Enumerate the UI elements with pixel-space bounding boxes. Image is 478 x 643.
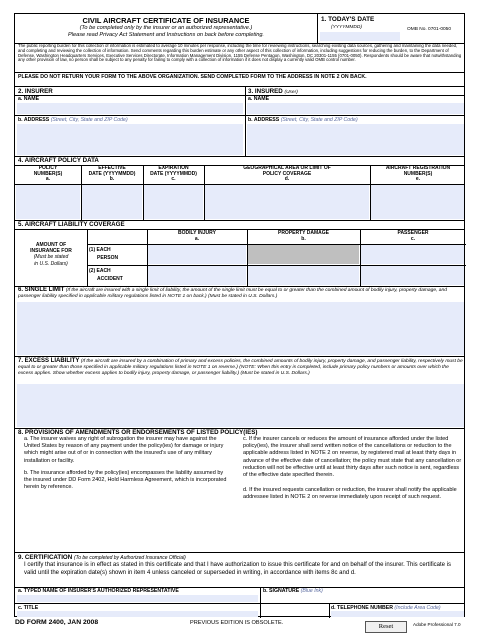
provision-d: d. If the insured requests cancellation or reduction, the insurer shall notify the applicable addressee listed in NOTE 2 on reverse immediately upon receipt of such request.: [243, 487, 457, 501]
expiration-date-field[interactable]: [144, 185, 203, 219]
software-version: Adobe Professional 7.0: [413, 622, 461, 627]
certification-statement: I certify that insurance is in effect as stated in this certificate and that I have authorization to issue this certificate for and on behalf of the insurer. This certificate is valid until the expiration date(s) shown in item 4 unless canceled or superseded in writing, in accordance with items 8c and d.: [24, 562, 452, 576]
col-geographical-area: GEOGRAPHICAL AREA OR LIMIT OF POLICY COVERAGE d.: [243, 165, 331, 183]
date-format: (YYYYMMDD): [331, 25, 362, 30]
provision-a: a. The insurer waives any right of subrogation the insurer may have against the United States by reason of any payment under the policy(ies) for damage or injury which might arise out of or in connection with the insured's use of any military installation or facility.: [24, 436, 224, 464]
form-instructions: Please read Privacy Act Statement and Instructions on back before completing.: [68, 32, 264, 38]
form-subtitle: (To be completed only by the insurer or an authorized representative.): [79, 25, 253, 31]
col-policy-number: POLICY NUMBER(S) a.: [33, 165, 63, 183]
col-bodily-injury: BODILY INJURY a.: [178, 230, 216, 242]
col-effective-date: EFFECTIVE DATE (YYYYMMDD) b.: [88, 165, 136, 183]
col-passenger: PASSENGER c.: [397, 230, 429, 242]
bodily-injury-each-accident-field[interactable]: [148, 266, 246, 285]
excess-liability-heading: 7. EXCESS LIABILITY (If the aircraft are insured by a combination of primary and excess policies, the combined amounts of bodily injury, property damage, and passenger liability, respectively must be equal to or greater than those specified in applicable military regulations listed in NOTE 1 on reverse.) (NOTE: When this entry is completed, include primary policy numbers or amounts over which the excess applies. Show whether excess applies to bodily injury, property damage, or passenger liability.) (Must be stated in U.S. Dollars.): [18, 358, 463, 377]
provisions-heading: 8. PROVISIONS OF AMENDMENTS OR ENDORSEMENTS OF LISTED POLICY(IES): [18, 429, 258, 436]
title-field[interactable]: [17, 611, 258, 617]
reset-button[interactable]: Reset: [365, 621, 407, 633]
insured-address-field[interactable]: [247, 124, 464, 155]
insurer-address-field[interactable]: [17, 124, 243, 155]
col-property-damage: PROPERTY DAMAGE b.: [277, 230, 330, 242]
return-notice: PLEASE DO NOT RETURN YOUR FORM TO THE ABOVE ORGANIZATION. SEND COMPLETED FORM TO THE ADDRESS IN NOTE 2 ON BACK.: [18, 74, 367, 80]
single-limit-field[interactable]: [17, 302, 464, 355]
provision-c: c. If the insurer cancels or reduces the amount of insurance afforded under the listed policy(ies), the insurer shall send written notice of the cancellations or reduction to the applicable address listed in NOTE 2 on reverse, by registered mail at least thirty days in advance of the effective date of cancellation; the policy must state that any cancellation or reduction will not be effective until at least thirty days after such notice is sent, regardless of the effective date specified therein.: [243, 436, 462, 479]
amount-of-insurance-label: AMOUNT OF INSURANCE FOR (Must be stated in U.S. Dollars): [30, 242, 72, 267]
registration-numbers-field[interactable]: [371, 185, 464, 219]
insured-name-field[interactable]: [247, 103, 464, 114]
passenger-each-person-field[interactable]: [361, 245, 464, 264]
certification-heading: 9. CERTIFICATION (To be completed by Authorized Insurance Official): [18, 554, 186, 561]
rep-name-field[interactable]: [17, 595, 258, 602]
rep-name-label: a. TYPED NAME OF INSURER'S AUTHORIZED REPRESENTATIVE: [18, 588, 179, 594]
each-person-label: (1) EACH PERSON: [89, 247, 119, 261]
provision-b: b. The insurance afforded by the policy(ies) encompasses the liability assumed by the insured under DD Form 2402, Hold Harmless Agreement, which is incorporated herein by reference.: [24, 470, 227, 491]
col-expiration-date: EXPIRATION DATE (YYYYMMDD) c.: [150, 165, 197, 183]
insurer-name-field[interactable]: [17, 103, 243, 114]
insurer-heading: 2. INSURER: [18, 88, 53, 95]
telephone-label: d. TELEPHONE NUMBER (Include Area Code): [331, 605, 441, 611]
insured-name-label: a. NAME: [248, 96, 270, 102]
policy-data-heading: 4. AIRCRAFT POLICY DATA: [18, 157, 99, 164]
geographical-area-field[interactable]: [205, 185, 369, 219]
excess-liability-field[interactable]: [17, 384, 464, 427]
insured-heading: 3. INSURED (User): [248, 88, 298, 95]
title-label: c. TITLE: [18, 605, 39, 611]
single-limit-heading: 6. SINGLE LIMIT (If the aircraft are insured with a single limit of liability, the amount of the single limit must be equal to or greater than the combined amount of bodily injury, property damage, and passenger liability specified in applicable military regulations listed in NOTE 1 on back.) (Must be stated in U.S. Dollars.): [18, 287, 447, 300]
bodily-injury-each-person-field[interactable]: [148, 245, 246, 264]
liability-coverage-heading: 5. AIRCRAFT LIABILITY COVERAGE: [18, 221, 125, 228]
signature-label: b. SIGNATURE (Blue Ink): [263, 588, 323, 594]
property-damage-each-person-disabled: [248, 245, 359, 264]
insurer-name-label: a. NAME: [18, 96, 40, 102]
todays-date-field[interactable]: [320, 32, 400, 41]
passenger-each-accident-field[interactable]: [361, 266, 464, 285]
previous-edition-notice: PREVIOUS EDITION IS OBSOLETE.: [190, 620, 284, 626]
form-number: DD FORM 2400, JAN 2008: [15, 619, 99, 626]
certificate-form: [14, 13, 465, 617]
each-accident-label: (2) EACH ACCIDENT: [89, 268, 123, 282]
omb-number: OMB No. 0701-0050: [407, 27, 451, 32]
insurer-address-label: b. ADDRESS (Street, City, State and ZIP Code): [18, 117, 128, 123]
col-registration-numbers: AIRCRAFT REGISTRATION NUMBER(S) e.: [385, 165, 451, 183]
telephone-field[interactable]: [331, 611, 464, 617]
form-title: CIVIL AIRCRAFT CERTIFICATE OF INSURANCE: [82, 16, 250, 25]
insured-address-label: b. ADDRESS (Street, City, State and ZIP Code): [248, 117, 358, 123]
property-damage-each-accident-field[interactable]: [248, 266, 359, 285]
policy-number-field[interactable]: [16, 185, 80, 219]
todays-date-label: 1. TODAY'S DATE: [321, 16, 375, 23]
burden-statement: The public reporting burden for this collection of information is estimated to average 10 minutes per response, including the time for reviewing instructions, searching existing data sources, gathering and maintaining the data needed, and completing and reviewing the collection of information. Send comments regarding this burden estimate or any other aspect of this collection of information, including suggestions for reducing the burden, to the Department of Defense, Washington Headquarters Services, Executive Services Directorate, Information Management Division, 1155 Defense Pentagon, Washington, DC 20301-1155 (0701-0050). Respondents should be aware that notwithstanding any other provision of law, no person shall be subject to any penalty for failing to comply with a collection of information if it does not display a currently valid OMB control number.: [18, 43, 462, 63]
effective-date-field[interactable]: [82, 185, 142, 219]
